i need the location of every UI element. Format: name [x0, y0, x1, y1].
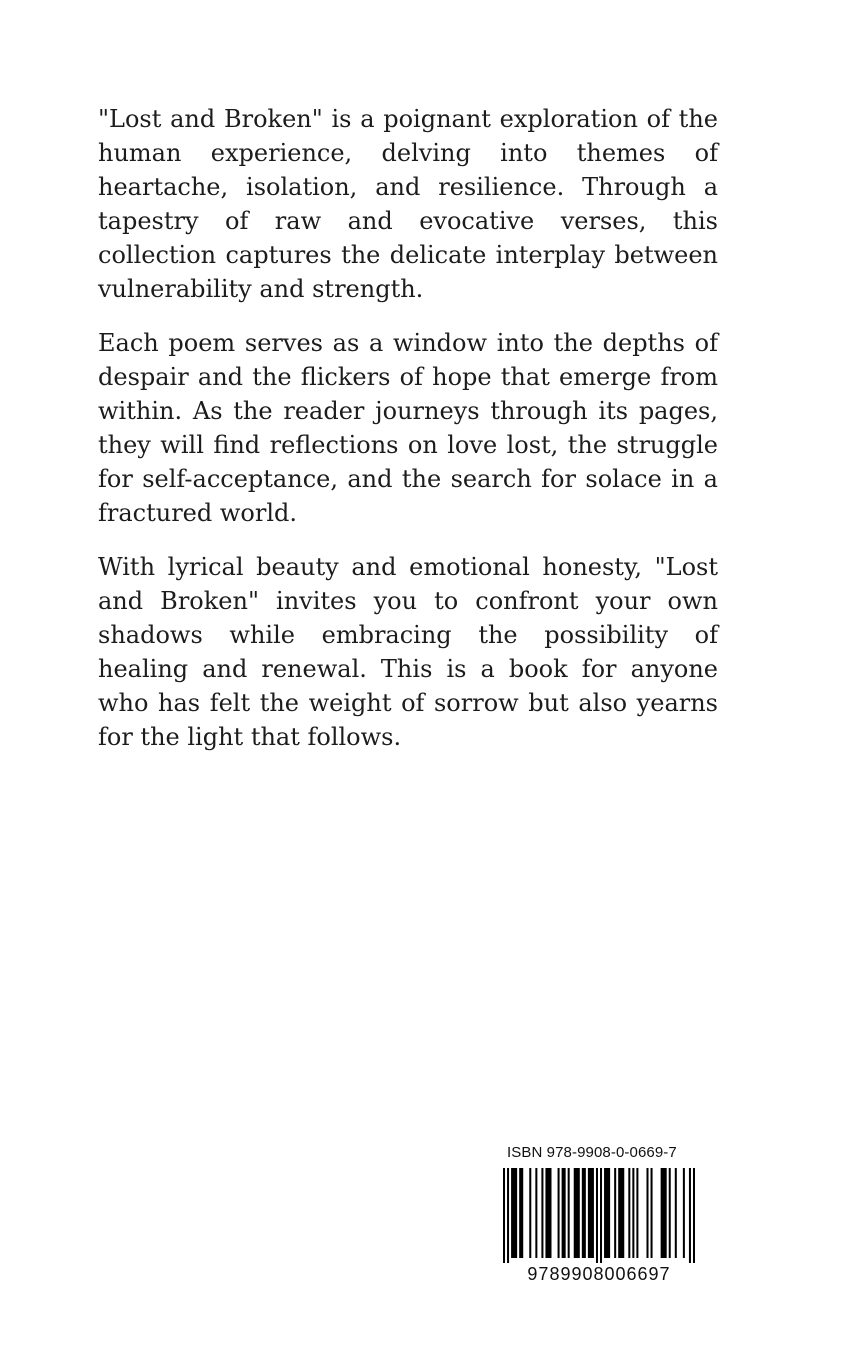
barcode-bar — [693, 1168, 695, 1263]
barcode-bar — [669, 1168, 671, 1258]
barcode-bar — [651, 1168, 653, 1258]
barcode-bar — [519, 1168, 523, 1258]
barcode-bar — [661, 1168, 667, 1258]
barcode-bar — [636, 1168, 638, 1258]
barcode-bar — [582, 1168, 586, 1258]
barcode-bar — [535, 1168, 537, 1258]
barcode-bar — [604, 1168, 610, 1258]
blurb-paragraph-2: Each poem serves as a window into the depths of despair and the flickers of hope that emerge from within. As the reader journeys through its pages, they will find reflections on love lost, the struggle for self-acceptance, and the search for solace in a fractured world. — [98, 329, 718, 527]
barcode-digits: 9789908006697 — [527, 1264, 671, 1284]
barcode-bar — [683, 1168, 685, 1258]
blurb-text — [98, 102, 718, 774]
isbn-barcode-block — [503, 1138, 695, 1298]
barcode-bar — [614, 1168, 616, 1258]
isbn-label: ISBN 978-9908-0-0669-7 — [507, 1144, 677, 1161]
barcode-bar — [574, 1168, 580, 1258]
barcode-bar — [632, 1168, 634, 1258]
barcode-bar — [588, 1168, 594, 1258]
barcode-bar — [558, 1168, 560, 1258]
barcode-icon — [503, 1168, 695, 1263]
blurb-paragraph-1: "Lost and Broken" is a poignant exploration of the human experience, delving into themes of heartache, isolation, and resilience. Through a tapestry of raw and evocative verses, this collection captures the delicate interplay between vulnerability and strength. — [98, 105, 718, 303]
barcode-bar — [507, 1168, 509, 1263]
blurb-paragraph-3: With lyrical beauty and emotional honesty, "Lost and Broken" invites you to confront your own shadows while embracing the possibility of healing and renewal. This is a book for anyone who has felt the weight of sorrow but also yearns for the light that follows. — [98, 553, 718, 751]
barcode-bar — [675, 1168, 677, 1258]
barcode-bar — [628, 1168, 630, 1258]
barcode-bar — [618, 1168, 624, 1258]
barcode-bar — [511, 1168, 517, 1258]
barcode-bar — [529, 1168, 531, 1258]
barcode-bar — [646, 1168, 648, 1258]
barcode-bar — [562, 1168, 566, 1258]
barcode-bar — [503, 1168, 505, 1263]
barcode-bar — [596, 1168, 598, 1263]
barcode-bar — [568, 1168, 570, 1258]
barcode-bar — [541, 1168, 543, 1258]
barcode-bar — [600, 1168, 602, 1263]
barcode-bar — [545, 1168, 551, 1258]
barcode-bar — [689, 1168, 691, 1263]
